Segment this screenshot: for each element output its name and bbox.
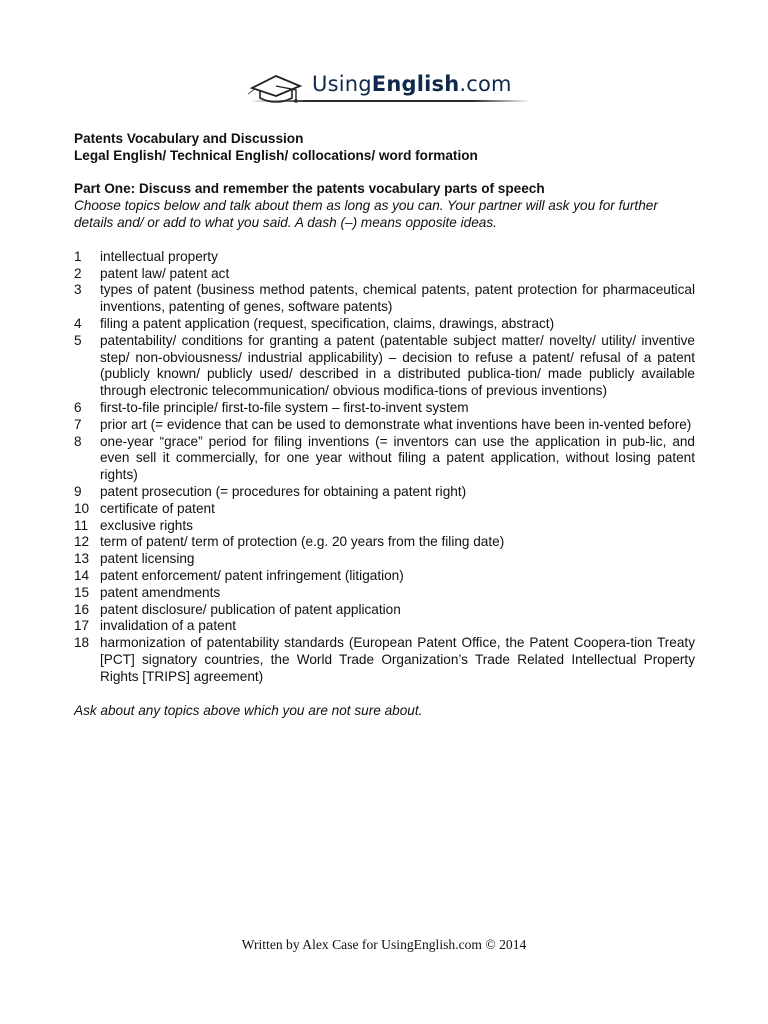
list-item-number: 3	[74, 282, 82, 298]
footer-credit: Written by Alex Case for UsingEnglish.com © 2014	[241, 937, 527, 952]
list-item-text: filing a patent application (request, specification, claims, drawings, abstract)	[100, 315, 555, 331]
list-item-text: patentability/ conditions for granting a patent (patentable subject matter/ novelty/ utility/ inventive step/ non-obviousness/ industrial applicability) – decision to refuse a patent/ refusal of a patent (publicly known/ publicly used/ described in a distributed publica-tion/ made publicly available through electronic telecommunication/ obvious modifica-tions of previous inventions)	[100, 332, 695, 399]
list-item	[74, 534, 695, 551]
list-item	[74, 585, 695, 602]
list-item-number: 6	[74, 399, 82, 415]
site-logo	[246, 66, 536, 110]
list-item-text: first-to-file principle/ first-to-file system – first-to-invent system	[100, 399, 469, 415]
list-item-text: patent prosecution (= procedures for obtaining a patent right)	[100, 483, 467, 499]
list-item-number: 15	[74, 584, 90, 600]
list-item-text: term of patent/ term of protection (e.g. 20 years from the filing date)	[100, 534, 505, 550]
list-item-number: 9	[74, 483, 82, 499]
list-item	[74, 400, 695, 417]
list-item	[74, 333, 695, 400]
list-item-text: patent amendments	[100, 584, 221, 600]
logo-wordmark: UsingEnglish.com	[312, 72, 512, 96]
list-item-text: prior art (= evidence that can be used to demonstrate what inventions have been in-vented before)	[100, 416, 692, 432]
list-item-text: one-year “grace” period for filing inventions (= inventors can use the application in pub-lic, and even sell it commercially, for one year without filing a patent application, without losing patent rights)	[100, 433, 695, 483]
list-item	[74, 249, 695, 266]
list-item	[74, 266, 695, 283]
list-item-number: 12	[74, 534, 90, 550]
list-item-number: 8	[74, 433, 82, 449]
list-item-text: patent licensing	[100, 551, 195, 567]
list-item-number: 10	[74, 500, 90, 516]
list-item-number: 16	[74, 601, 90, 617]
list-item-text: patent law/ patent act	[100, 265, 230, 281]
list-item	[74, 316, 695, 333]
worksheet-body	[74, 131, 695, 719]
list-item	[74, 635, 695, 685]
page-subtitle: Legal English/ Technical English/ collocations/ word formation	[74, 147, 478, 163]
list-item-number: 13	[74, 551, 90, 567]
list-item	[74, 282, 695, 316]
list-item	[74, 551, 695, 568]
list-item	[74, 484, 695, 501]
list-item-text: types of patent (business method patents, chemical patents, patent protection for pharmaceutical inventions, patenting of genes, software patents)	[100, 282, 695, 315]
list-item	[74, 568, 695, 585]
part-one-heading: Part One: Discuss and remember the patents vocabulary parts of speech	[74, 181, 545, 197]
list-item	[74, 618, 695, 635]
topics-list	[74, 249, 695, 686]
list-item-number: 17	[74, 618, 90, 634]
list-item-number: 11	[74, 517, 89, 533]
part-one-instructions: Choose topics below and talk about them as long as you can. Your partner will ask you for further details and/ or add to what you said. A dash (–) means opposite ideas.	[74, 198, 658, 230]
list-item-number: 4	[74, 315, 82, 331]
list-item-text: harmonization of patentability standards (European Patent Office, the Patent Coopera-tion Treaty [PCT] signatory countries, the World Trade Organization’s Trade Related Intellectual Property Rights [TRIPS] agreement)	[100, 635, 695, 684]
list-item-number: 5	[74, 332, 82, 348]
list-item-number: 14	[74, 567, 90, 583]
list-item	[74, 518, 695, 535]
graduation-cap-icon	[246, 68, 308, 104]
list-item-number: 7	[74, 416, 82, 432]
list-item	[74, 602, 695, 619]
list-item	[74, 417, 695, 434]
list-item-text: invalidation of a patent	[100, 618, 237, 634]
list-item-text: patent disclosure/ publication of patent application	[100, 601, 401, 617]
list-item-number: 1	[74, 248, 82, 264]
closing-note: Ask about any topics above which you are not sure about.	[74, 702, 423, 718]
list-item-number: 18	[74, 635, 90, 651]
list-item-text: certificate of patent	[100, 500, 215, 516]
list-item	[74, 434, 695, 484]
list-item-text: exclusive rights	[100, 517, 193, 533]
logo-underline	[252, 100, 528, 102]
list-item	[74, 501, 695, 518]
page-title: Patents Vocabulary and Discussion	[74, 131, 304, 146]
list-item-text: patent enforcement/ patent infringement (litigation)	[100, 567, 404, 583]
list-item-text: intellectual property	[100, 248, 218, 264]
list-item-number: 2	[74, 265, 82, 281]
